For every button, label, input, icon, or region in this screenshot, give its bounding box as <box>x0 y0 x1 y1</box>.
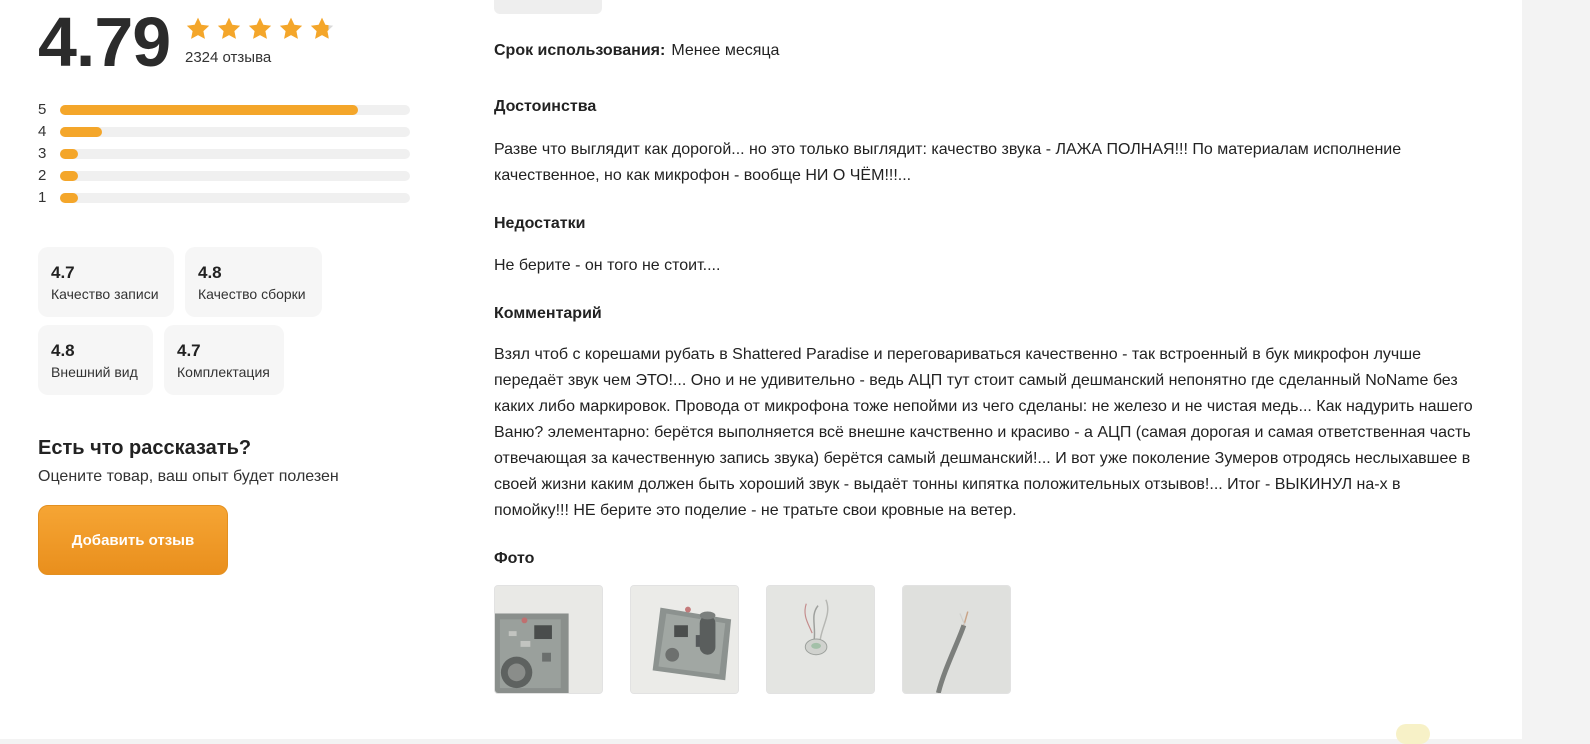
distribution-fill <box>60 149 78 159</box>
average-rating: 4.79 <box>38 3 171 81</box>
cons-title: Недостатки <box>494 215 586 232</box>
distribution-fill <box>60 105 358 115</box>
distribution-track <box>60 105 410 115</box>
criteria-value: 4.7 <box>177 341 201 360</box>
distribution-fill <box>60 127 102 137</box>
criteria-tile-build-quality <box>185 247 322 317</box>
page-side-gutter <box>1522 0 1590 739</box>
cta-title: Есть что рассказать? <box>38 437 252 459</box>
distribution-track <box>60 171 410 181</box>
distribution-row-2[interactable] <box>38 166 410 188</box>
criteria-tile-recording-quality <box>38 247 174 317</box>
distribution-label: 2 <box>38 167 47 184</box>
criteria-label: Качество записи <box>51 286 159 302</box>
usage-value: Менее месяца <box>671 42 780 59</box>
star-icon <box>247 16 273 42</box>
pros-title: Достоинства <box>494 98 597 115</box>
distribution-label: 5 <box>38 101 47 118</box>
star-icon <box>216 16 242 42</box>
usage-label: Срок использования: <box>494 42 666 59</box>
criteria-value: 4.8 <box>198 263 222 282</box>
distribution-label: 3 <box>38 145 47 162</box>
photos-title: Фото <box>494 550 535 567</box>
add-review-button[interactable]: Добавить отзыв <box>38 505 228 575</box>
star-icon <box>309 16 335 42</box>
criteria-value: 4.8 <box>51 341 75 360</box>
distribution-row-4[interactable] <box>38 122 410 144</box>
distribution-fill <box>60 193 78 203</box>
photo-thumbnail-4[interactable] <box>902 585 1011 694</box>
photo-thumbnail-2[interactable] <box>630 585 739 694</box>
criteria-tile-package <box>164 325 284 395</box>
distribution-label: 4 <box>38 123 47 140</box>
usage-period <box>494 42 779 60</box>
wire-photo <box>903 586 1010 693</box>
criteria-label: Внешний вид <box>51 364 138 380</box>
star-icon <box>185 16 211 42</box>
board-with-knob-photo <box>631 586 738 693</box>
rating-stars <box>185 16 335 42</box>
corner-decoration <box>1396 724 1430 744</box>
top-chip-button[interactable] <box>494 0 602 14</box>
comment-title: Комментарий <box>494 305 602 322</box>
microphone-capsule-photo <box>767 586 874 693</box>
criteria-label: Качество сборки <box>198 286 306 302</box>
criteria-tile-appearance <box>38 325 153 395</box>
reviews-count: 2324 отзыва <box>185 49 272 66</box>
circuit-board-photo <box>495 586 602 693</box>
distribution-row-1[interactable] <box>38 188 410 210</box>
distribution-track <box>60 193 410 203</box>
cons-text: Не берите - он того не стоит.... <box>494 257 721 274</box>
photo-gallery <box>494 585 1011 694</box>
distribution-fill <box>60 171 78 181</box>
star-icon <box>278 16 304 42</box>
cta-subtitle: Оцените товар, ваш опыт будет полезен <box>38 468 339 485</box>
distribution-track <box>60 127 410 137</box>
photo-thumbnail-1[interactable] <box>494 585 603 694</box>
distribution-row-5[interactable] <box>38 100 410 122</box>
comment-text: Взял чтоб с корешами рубать в Shattered Paradise и переговариваться качественно - так встроенный в бук микрофон лучше передаёт звук чем ЭТО!... Оно и не удивительно - ведь АЦП тут стоит самый дешманский непонятно где сделанный NoName без каких либо маркировок. Провода от микрофона тоже непойми из чего сделаны: не железо и не чистая медь... Как надурить нашего Ваню? элементарно: берётся выполняется всё внешне качственно и красиво - а АЦП (самая дорогая и самая ответственная часть отвечающая за качественную запись звука) берётся самый дешманский!... И вот уже поколение Зумеров отродясь неслыхавшее в своей жизни каким должен быть хороший звук - выдаёт тонны кипятка положительных отзывов!... Итог - ВЫКИНУЛ на-х в помойку!!! НЕ берите это поделие - не тратьте свои кровные на ветер. <box>494 346 1473 519</box>
rating-distribution <box>38 100 410 210</box>
distribution-label: 1 <box>38 189 47 206</box>
photo-thumbnail-3[interactable] <box>766 585 875 694</box>
distribution-track <box>60 149 410 159</box>
pros-text: Разве что выглядит как дорогой... но это только выглядит: качество звука - ЛАЖА ПОЛНАЯ!!! По материалам исполнение качественное, но как микрофон - вообще НИ О ЧЁМ!!!... <box>494 141 1402 184</box>
criteria-value: 4.7 <box>51 263 75 282</box>
distribution-row-3[interactable] <box>38 144 410 166</box>
criteria-label: Комплектация <box>177 364 270 380</box>
